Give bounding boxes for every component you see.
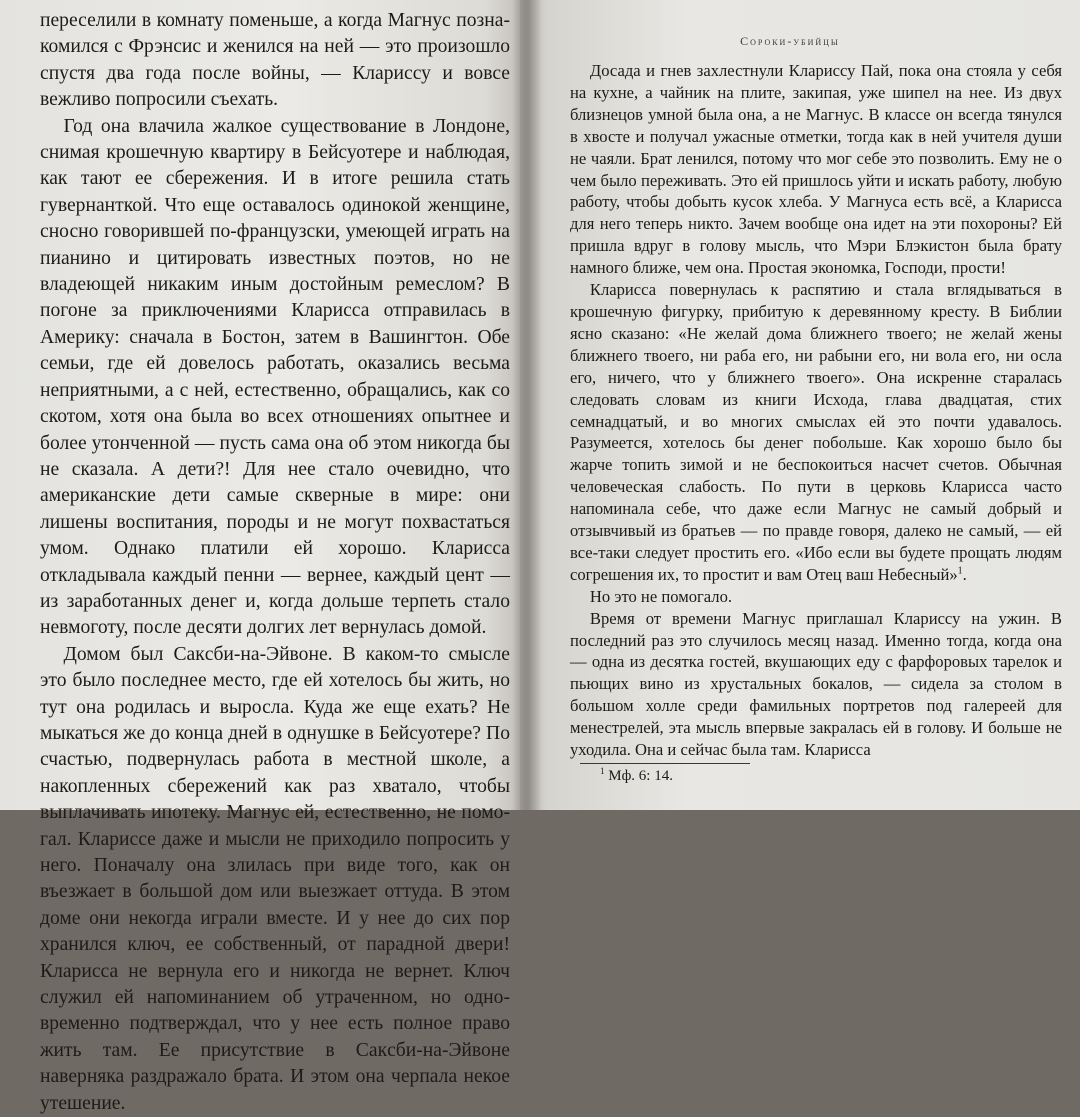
paragraph: переселили в комнату поменьше, а когда Магнус познакомился с Фрэнсис и женился на ней — это произошло спустя два года после войны, — Клариссу и вовсе вежливо попросили съехать. — [40, 10, 510, 111]
footnote-rule — [580, 763, 750, 764]
paragraph: Досада и гнев захлестнули Клариссу Пай, пока она стояла у себя на кухне, а чайник на плите, закипая, уже шипел на нее. Из двух близнецов умной была она, а не Магнус. В классе он всегда тянулся в хвосте и получал ужасные отметки, тогда как в ней учителя души не чаяли. Брат ленился, потому что мог себе это позволить. Ему не о чем было переживать. Это ей пришлось уйти и искать работу, любую работу, чтобы добыть кусок хлеба. У Магнуса есть всё, а Кларисса для него теперь никто. Зачем вообще она идет на эти похороны? Ей пришла вдруг в голову мысль, что Мэри Блэкистон была брату намного ближе, чем она. Простая экономка, Господи, прости! — [570, 61, 1062, 278]
right-page — [520, 0, 1080, 810]
paragraph: Но это не помогало. — [589, 586, 733, 606]
footnote-text: Мф. 6: 14. — [608, 768, 673, 784]
paragraph: Время от времени Магнус приглашал Клариссу на ужин. В последний раз это случилось месяц назад. Именно тогда, когда она — одна из десятка гостей, вкушающих еду с фарфоровых тарелок и пьющих вино из хрустальных бокалов, — сидела за столом в большом холле среди фамильных портретов под галереей для менестрелей, эта мысль впервые закралась ей в голову. И больше не уходила. Она и сейчас была там. Кларисса — [570, 608, 1062, 760]
left-page-text — [40, 8, 510, 1117]
paragraph: Кларисса повернулась к распятию и стала вглядываться в крошечную фигурку, прибитую к деревянному кресту. В Библии ясно сказано: «Не желай дома ближнего твоего; не желай жены ближнего твоего, ни раба его, ни рабыни его, ни вола его, ни осла его, ничего, что у ближнего твоего». Она искренне старалась следовать словам из книги Исхода, глава двадцатая, стих семнадцатый, и во многих смыслах ей это почти удавалось. Разумеется, хотелось бы денег побольше. Как хорошо было бы жарче топить зимой и не беспокоиться насчет счетов. Обычная человеческая слабость. По пути в церковь Кларисса часто напоминала себе, что даже если Магнус не самый добрый и отзывчивый из братьев — по правде говоря, далеко не самый, — ей все-таки следует простить его. «Ибо если вы будете прощать людям согрешения их, то простит и вам Отец ваш Небесный»$^1$. — [570, 280, 1062, 584]
footnote — [600, 768, 673, 785]
running-head: Сороки-убийцы — [740, 34, 840, 48]
footnote-marker: 1 — [957, 565, 963, 577]
footnote-number: 1 — [600, 766, 605, 776]
left-page — [0, 0, 528, 1114]
right-page-text — [570, 60, 1062, 761]
book-gutter — [512, 0, 542, 810]
paragraph-text: Кларисса повернулась к распятию и стала вглядываться в крошечную фигурку, прибитую к деревянному кресту. В Библии ясно сказано: «Не желай дома ближнего твоего; не желай жены ближнего твоего, ни раба его, ни рабыни его, ни вола его, ни осла его, ничего, что у ближнего твоего». Она искренне старалась следовать словам из книги Исхода, глава двадцатая, стих семнадцатый, и во многих смыслах ей это почти удавалось. Разумеется, хотелось бы денег побольше. Как хорошо было бы жарче топить зимой и не беспокоиться насчет счетов. Обычная человеческая слабость. По пути в церковь Кларисса часто напоминала себе, что даже если Магнус не самый добрый и отзывчивый из братьев — по правде говоря, далеко не самый, — ей все-таки следует простить его. «Ибо если вы будете прощать людям согрешения их, то простит и вам Отец ваш Небесный» — [570, 280, 1062, 584]
paragraph: Год она влачила жалкое существование в Лондоне, снимая крошечную квартиру в Бейсуотере и наблюдая, как тают ее сбережения. И в итоге решила стать гувернанткой. Что еще оставалось одинокой женщине, сносно говорившей по-французски, умеющей играть на пианино и цитировать известных поэтов, но не владеющей никаким иным достойным ремеслом? В погоне за приключениями Кларисса отправилась в Америку: сначала в Бостон, затем в Вашингтон. Обе семьи, где ей довелось работать, оказались весьма неприятными, а с ней, естественно, обращались, как со скотом, хотя она была во всех отношениях опытнее и более утонченной — пусть сама она об этом никогда бы не сказала. А дети?! Для нее стало очевидно, что американские дети самые скверные в мире: они лишены воспитания, породы и не могут похвастаться умом. Однако платили ей хорошо. Кларисса откладывала каждый пенни — вернее, каждый цент — из заработанных денег и, когда дольше терпеть стало невмоготу, после десяти долгих лет вернулась домой. — [40, 115, 510, 639]
paragraph: Домом был Сакcби-на-Эйвоне. В каком-то смысле это было последнее место, где ей хотелось бы жить, но тут она родилась и выросла. Куда же еще ехать? Не мыкаться же до конца дней в однушке в Бейсуотере? По счастью, подвернулась работа в местной школе, а накопленных сбережений как раз хватало, чтобы выплачивать ипотеку. Магнус ей, естественно, не помогал. Клариссе даже и мысли не приходило попросить у него. Поначалу она злилась при виде того, как он въезжает в большой дом или выезжает оттуда. В этом доме они некогда играли вместе. И у нее до сих пор хранился ключ, ее собственный, от парадной двери! Кларисса не вернула его и никогда не вернет. Ключ служил ей напоминанием об утраченном, но одновременно подтверждал, что у нее есть полное право жить там. Ее присутствие в Сакcби-на-Эйвоне наверняка раздражало брата. И этом она черпала некое утешение. — [40, 643, 510, 1114]
